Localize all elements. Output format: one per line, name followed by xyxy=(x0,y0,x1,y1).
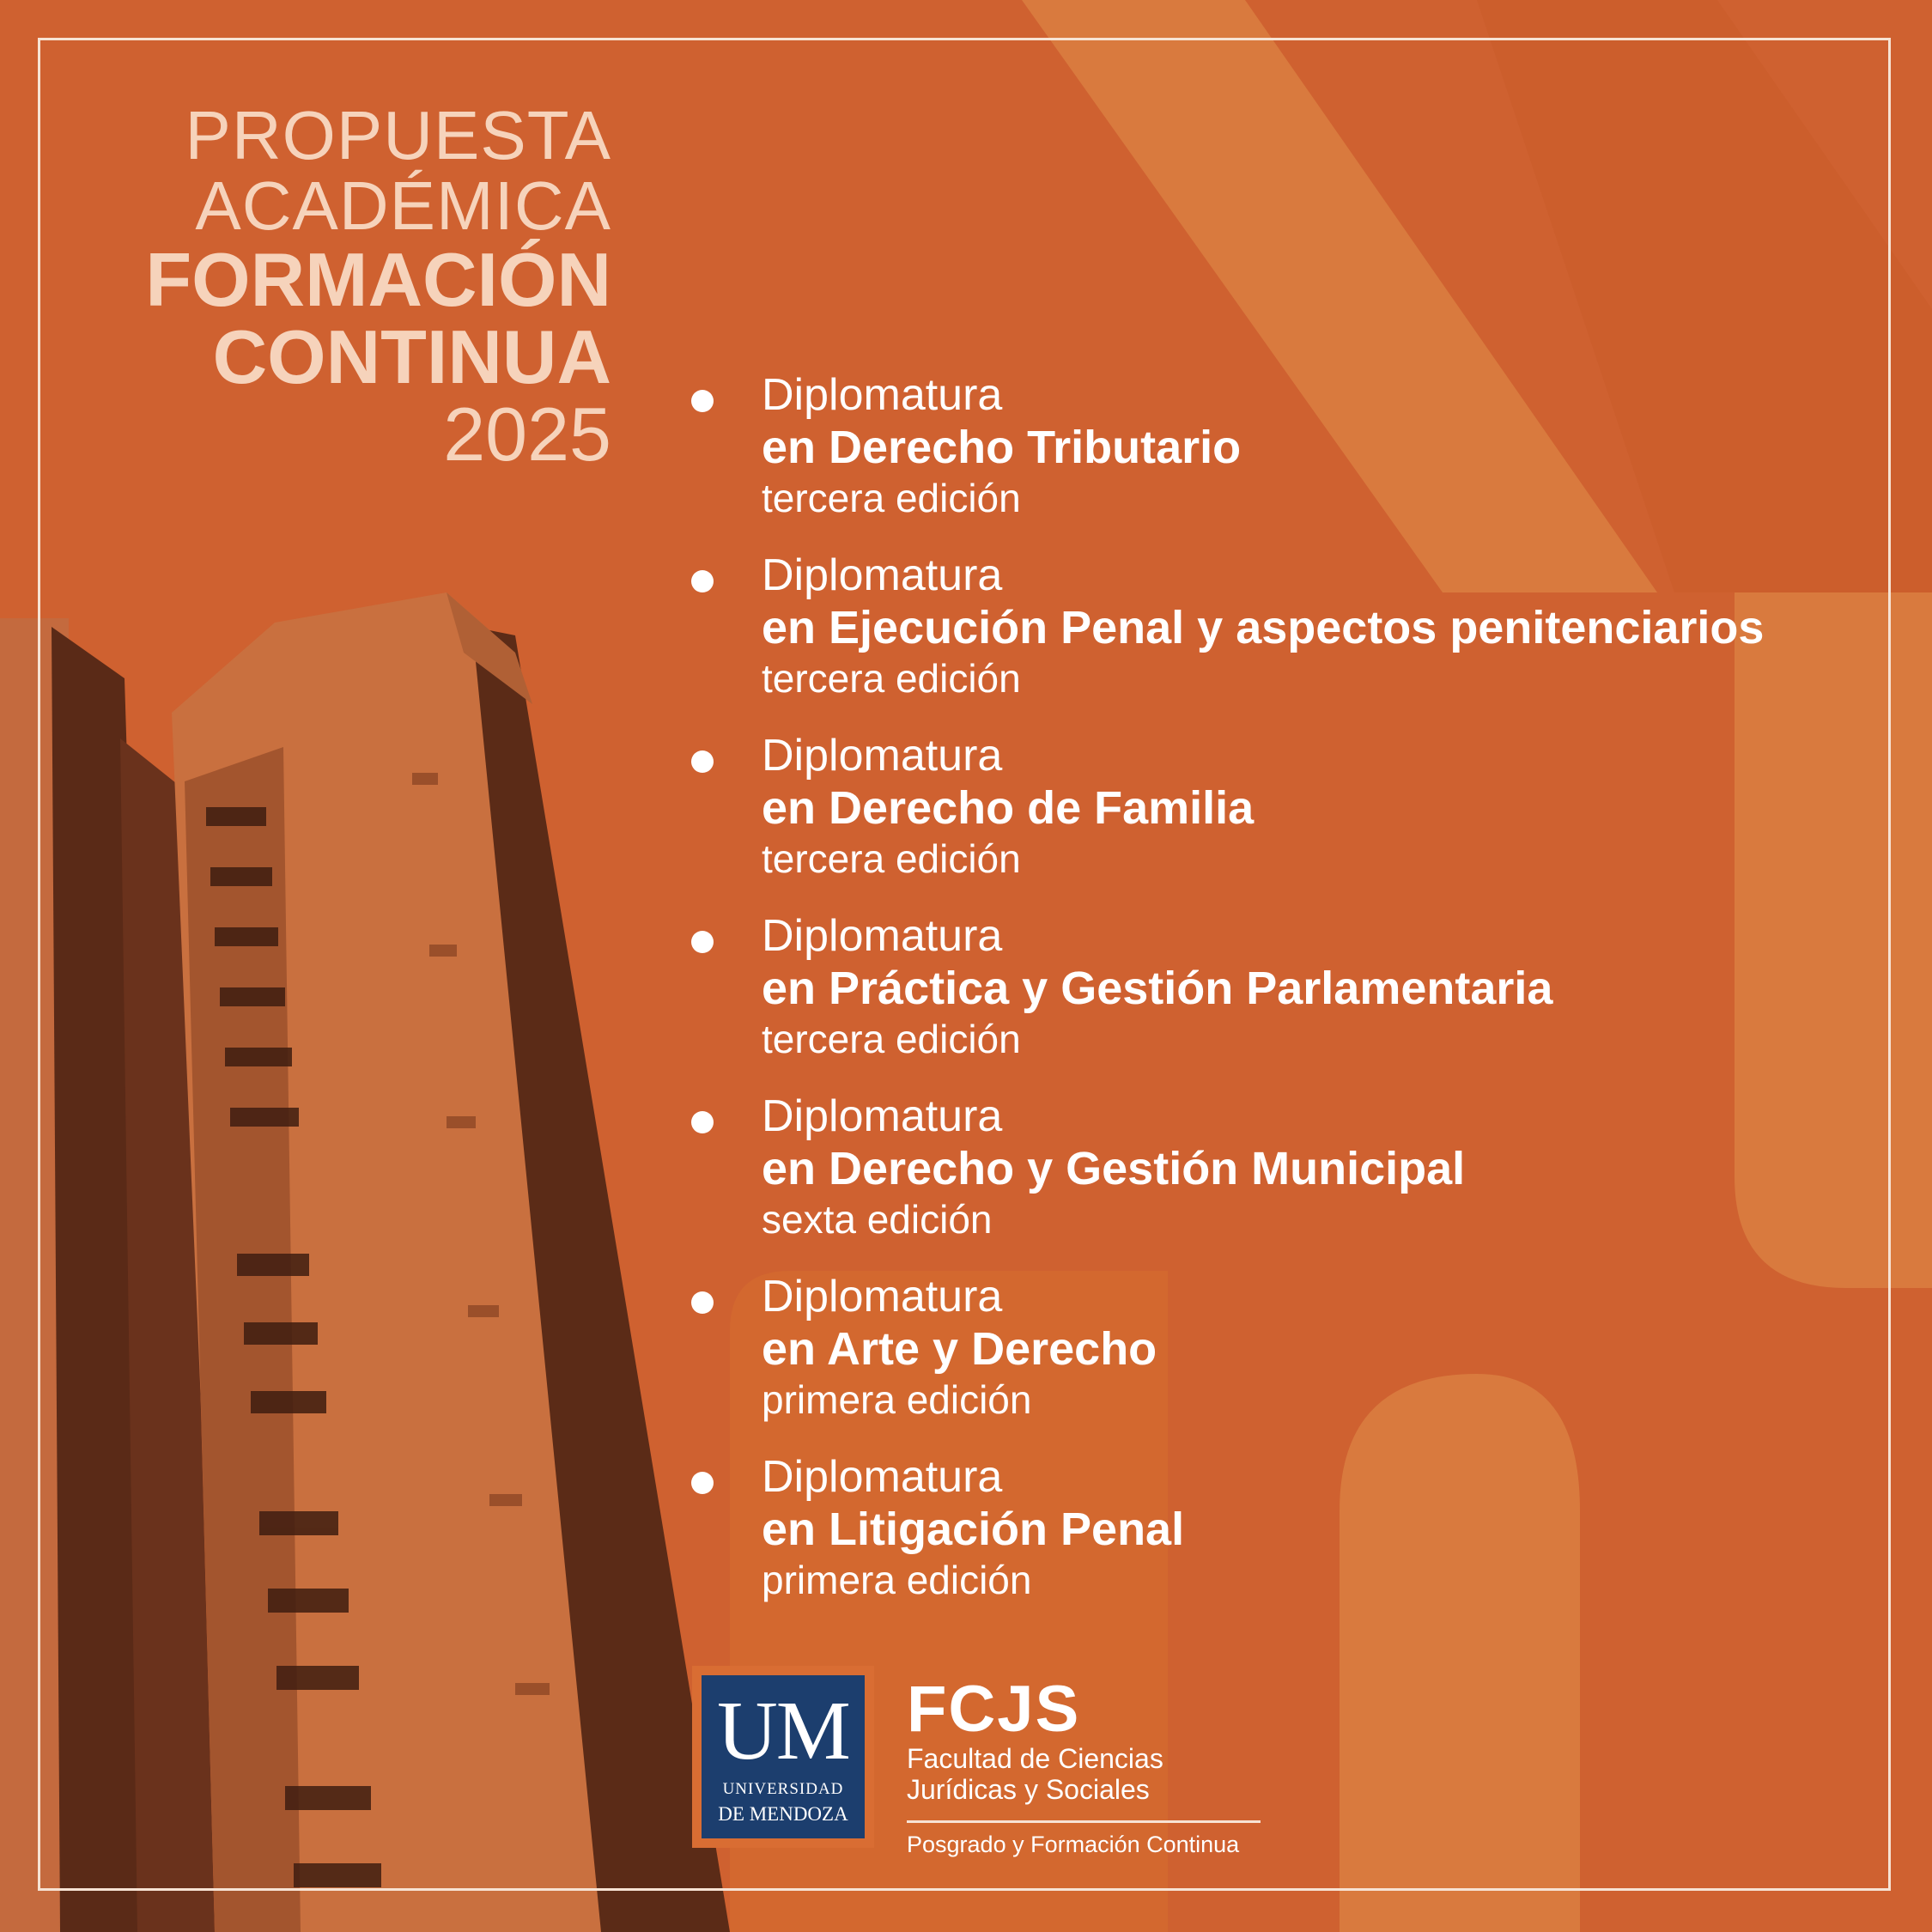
program-edition: tercera edición xyxy=(762,1017,1021,1061)
bullet-icon xyxy=(691,931,714,953)
program-type: Diplomatura xyxy=(762,550,1003,600)
program-type: Diplomatura xyxy=(762,1452,1003,1502)
bullet-icon xyxy=(691,750,714,773)
logo-city-text: DE MENDOZA xyxy=(718,1803,848,1825)
bullet-icon xyxy=(691,390,714,412)
program-item xyxy=(691,1271,1893,1451)
program-item xyxy=(691,1091,1893,1271)
bullet-icon xyxy=(691,1111,714,1133)
program-item xyxy=(691,1451,1893,1631)
program-name: en Ejecución Penal y aspectos penitenciarios xyxy=(762,602,1765,653)
faculty-block xyxy=(907,1673,1261,1861)
faculty-name-line1: Facultad de Ciencias xyxy=(907,1743,1163,1774)
program-type: Diplomatura xyxy=(762,370,1003,420)
program-type: Diplomatura xyxy=(762,731,1003,781)
bullet-icon xyxy=(691,1472,714,1494)
program-name: en Derecho Tributario xyxy=(762,422,1242,473)
faculty-acronym: FCJS xyxy=(907,1673,1081,1746)
bullet-icon xyxy=(691,1291,714,1314)
program-edition: tercera edición xyxy=(762,476,1021,520)
program-name: en Derecho de Familia xyxy=(762,782,1255,834)
logo-university-text: UNIVERSIDAD xyxy=(722,1780,844,1798)
program-item xyxy=(691,730,1893,910)
university-logo xyxy=(692,1666,874,1848)
program-list xyxy=(691,369,1893,1631)
program-type: Diplomatura xyxy=(762,1272,1003,1321)
program-edition: primera edición xyxy=(762,1558,1032,1602)
poster-title xyxy=(52,97,611,477)
program-item xyxy=(691,369,1893,550)
program-type: Diplomatura xyxy=(762,1091,1003,1141)
title-line-year: 2025 xyxy=(443,392,611,477)
title-line-formacion: FORMACIÓN xyxy=(145,237,611,322)
program-name: en Arte y Derecho xyxy=(762,1323,1157,1375)
logo-monogram: UM xyxy=(717,1685,849,1777)
program-item xyxy=(691,910,1893,1091)
program-name: en Derecho y Gestión Municipal xyxy=(762,1143,1466,1194)
program-item xyxy=(691,550,1893,730)
title-line-academica: ACADÉMICA xyxy=(195,167,611,244)
title-line-continua: CONTINUA xyxy=(212,314,611,399)
faculty-name-line2: Jurídicas y Sociales xyxy=(907,1774,1150,1805)
program-name: en Litigación Penal xyxy=(762,1504,1185,1555)
faculty-divider xyxy=(907,1820,1261,1823)
program-name: en Práctica y Gestión Parlamentaria xyxy=(762,963,1553,1014)
program-edition: tercera edición xyxy=(762,836,1021,881)
program-edition: sexta edición xyxy=(762,1197,993,1242)
bullet-icon xyxy=(691,570,714,592)
program-type: Diplomatura xyxy=(762,911,1003,961)
program-edition: primera edición xyxy=(762,1377,1032,1422)
program-edition: tercera edición xyxy=(762,656,1021,701)
faculty-subtitle: Posgrado y Formación Continua xyxy=(907,1832,1240,1857)
title-line-propuesta: PROPUESTA xyxy=(185,97,611,173)
